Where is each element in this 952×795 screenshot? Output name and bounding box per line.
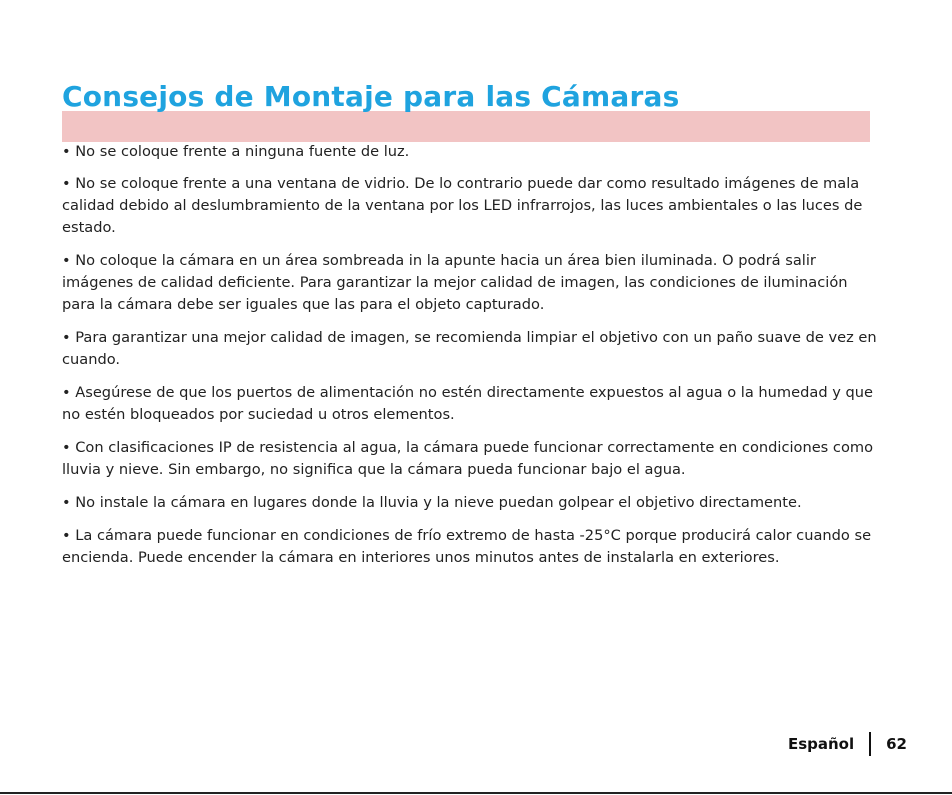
tip-item-1: • No se coloque frente a ninguna fuente de luz. <box>62 143 410 160</box>
tip-item-6: • Con clasificaciones IP de resistencia al agua, la cámara puede funcionar correctamente en condiciones como lluvia y nieve. Sin embargo, no significa que la cámara pueda funcionar bajo el agua. <box>62 439 874 478</box>
footer-page-number: 62 <box>886 735 907 753</box>
bottom-rule <box>0 792 952 794</box>
tips-list <box>62 141 882 580</box>
tip-item-4: • Para garantizar una mejor calidad de imagen, se recomienda limpiar el objetivo con un paño suave de vez en cuando. <box>62 329 877 368</box>
tip-item-2: • No se coloque frente a una ventana de vidrio. De lo contrario puede dar como resultado imágenes de mala calidad debido al deslumbramiento de la ventana por los LED infrarrojos, las luces ambientales o las luces de estado. <box>62 175 863 236</box>
page-footer <box>788 731 907 757</box>
footer-language: Español <box>787 735 855 753</box>
tip-item-3: • No coloque la cámara en un área sombreada in la apunte hacia un área bien iluminada. O podrá salir imágenes de calidad deficiente. Para garantizar la mejor calidad de imagen, las condiciones de iluminación para la cámara debe ser iguales que las para el objeto capturado. <box>62 252 848 313</box>
footer-divider <box>869 732 871 756</box>
tip-item-5: • Asegúrese de que los puertos de alimentación no estén directamente expuestos al agua o la humedad y que no estén bloqueados por suciedad u otros elementos. <box>62 384 873 423</box>
page-title: Consejos de Montaje para las Cámaras <box>62 80 680 113</box>
tip-item-8: • La cámara puede funcionar en condiciones de frío extremo de hasta -25°C porque producirá calor cuando se encienda. Puede encender la cámara en interiores unos minutos antes de instalarla en exteriores. <box>62 527 872 566</box>
tip-item-7: • No instale la cámara en lugares donde la lluvia y la nieve puedan golpear el objetivo directamente. <box>62 494 802 511</box>
